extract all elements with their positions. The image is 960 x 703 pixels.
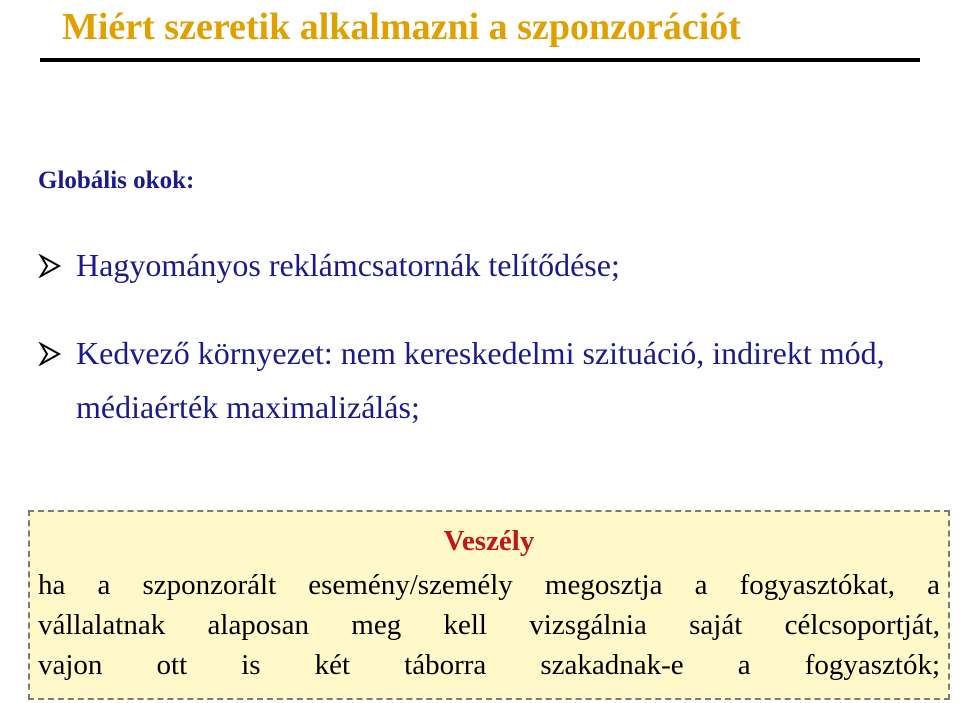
callout-body (38, 565, 940, 685)
arrow-bullet-icon (38, 342, 62, 366)
slide-title: Miért szeretik alkalmazni a szponzorációt (62, 6, 741, 48)
section-subtitle: Globális okok: (38, 167, 195, 194)
callout-heading: Veszély (443, 525, 535, 557)
callout-line: ha a szponzorált esemény/személy megosztja a fogyasztókat, a (38, 569, 940, 601)
bullet-item (38, 238, 938, 292)
bullet-item (38, 326, 938, 434)
bullet-text: Kedvező környezet: nem kereskedelmi szituáció, indirekt mód, médiaérték maximalizálás; (76, 335, 885, 425)
bullet-list (38, 238, 938, 434)
bullet-text: Hagyományos reklámcsatornák telítődése; (76, 247, 620, 283)
callout-line: vállalatnak alaposan meg kell vizsgálnia saját célcsoportját, (38, 609, 940, 641)
callout-line: vajon ott is két táborra szakadnak-e a fogyasztók; (38, 649, 940, 681)
warning-callout-box (28, 510, 950, 700)
title-underline-rule (40, 58, 920, 62)
arrow-bullet-icon (38, 254, 62, 278)
